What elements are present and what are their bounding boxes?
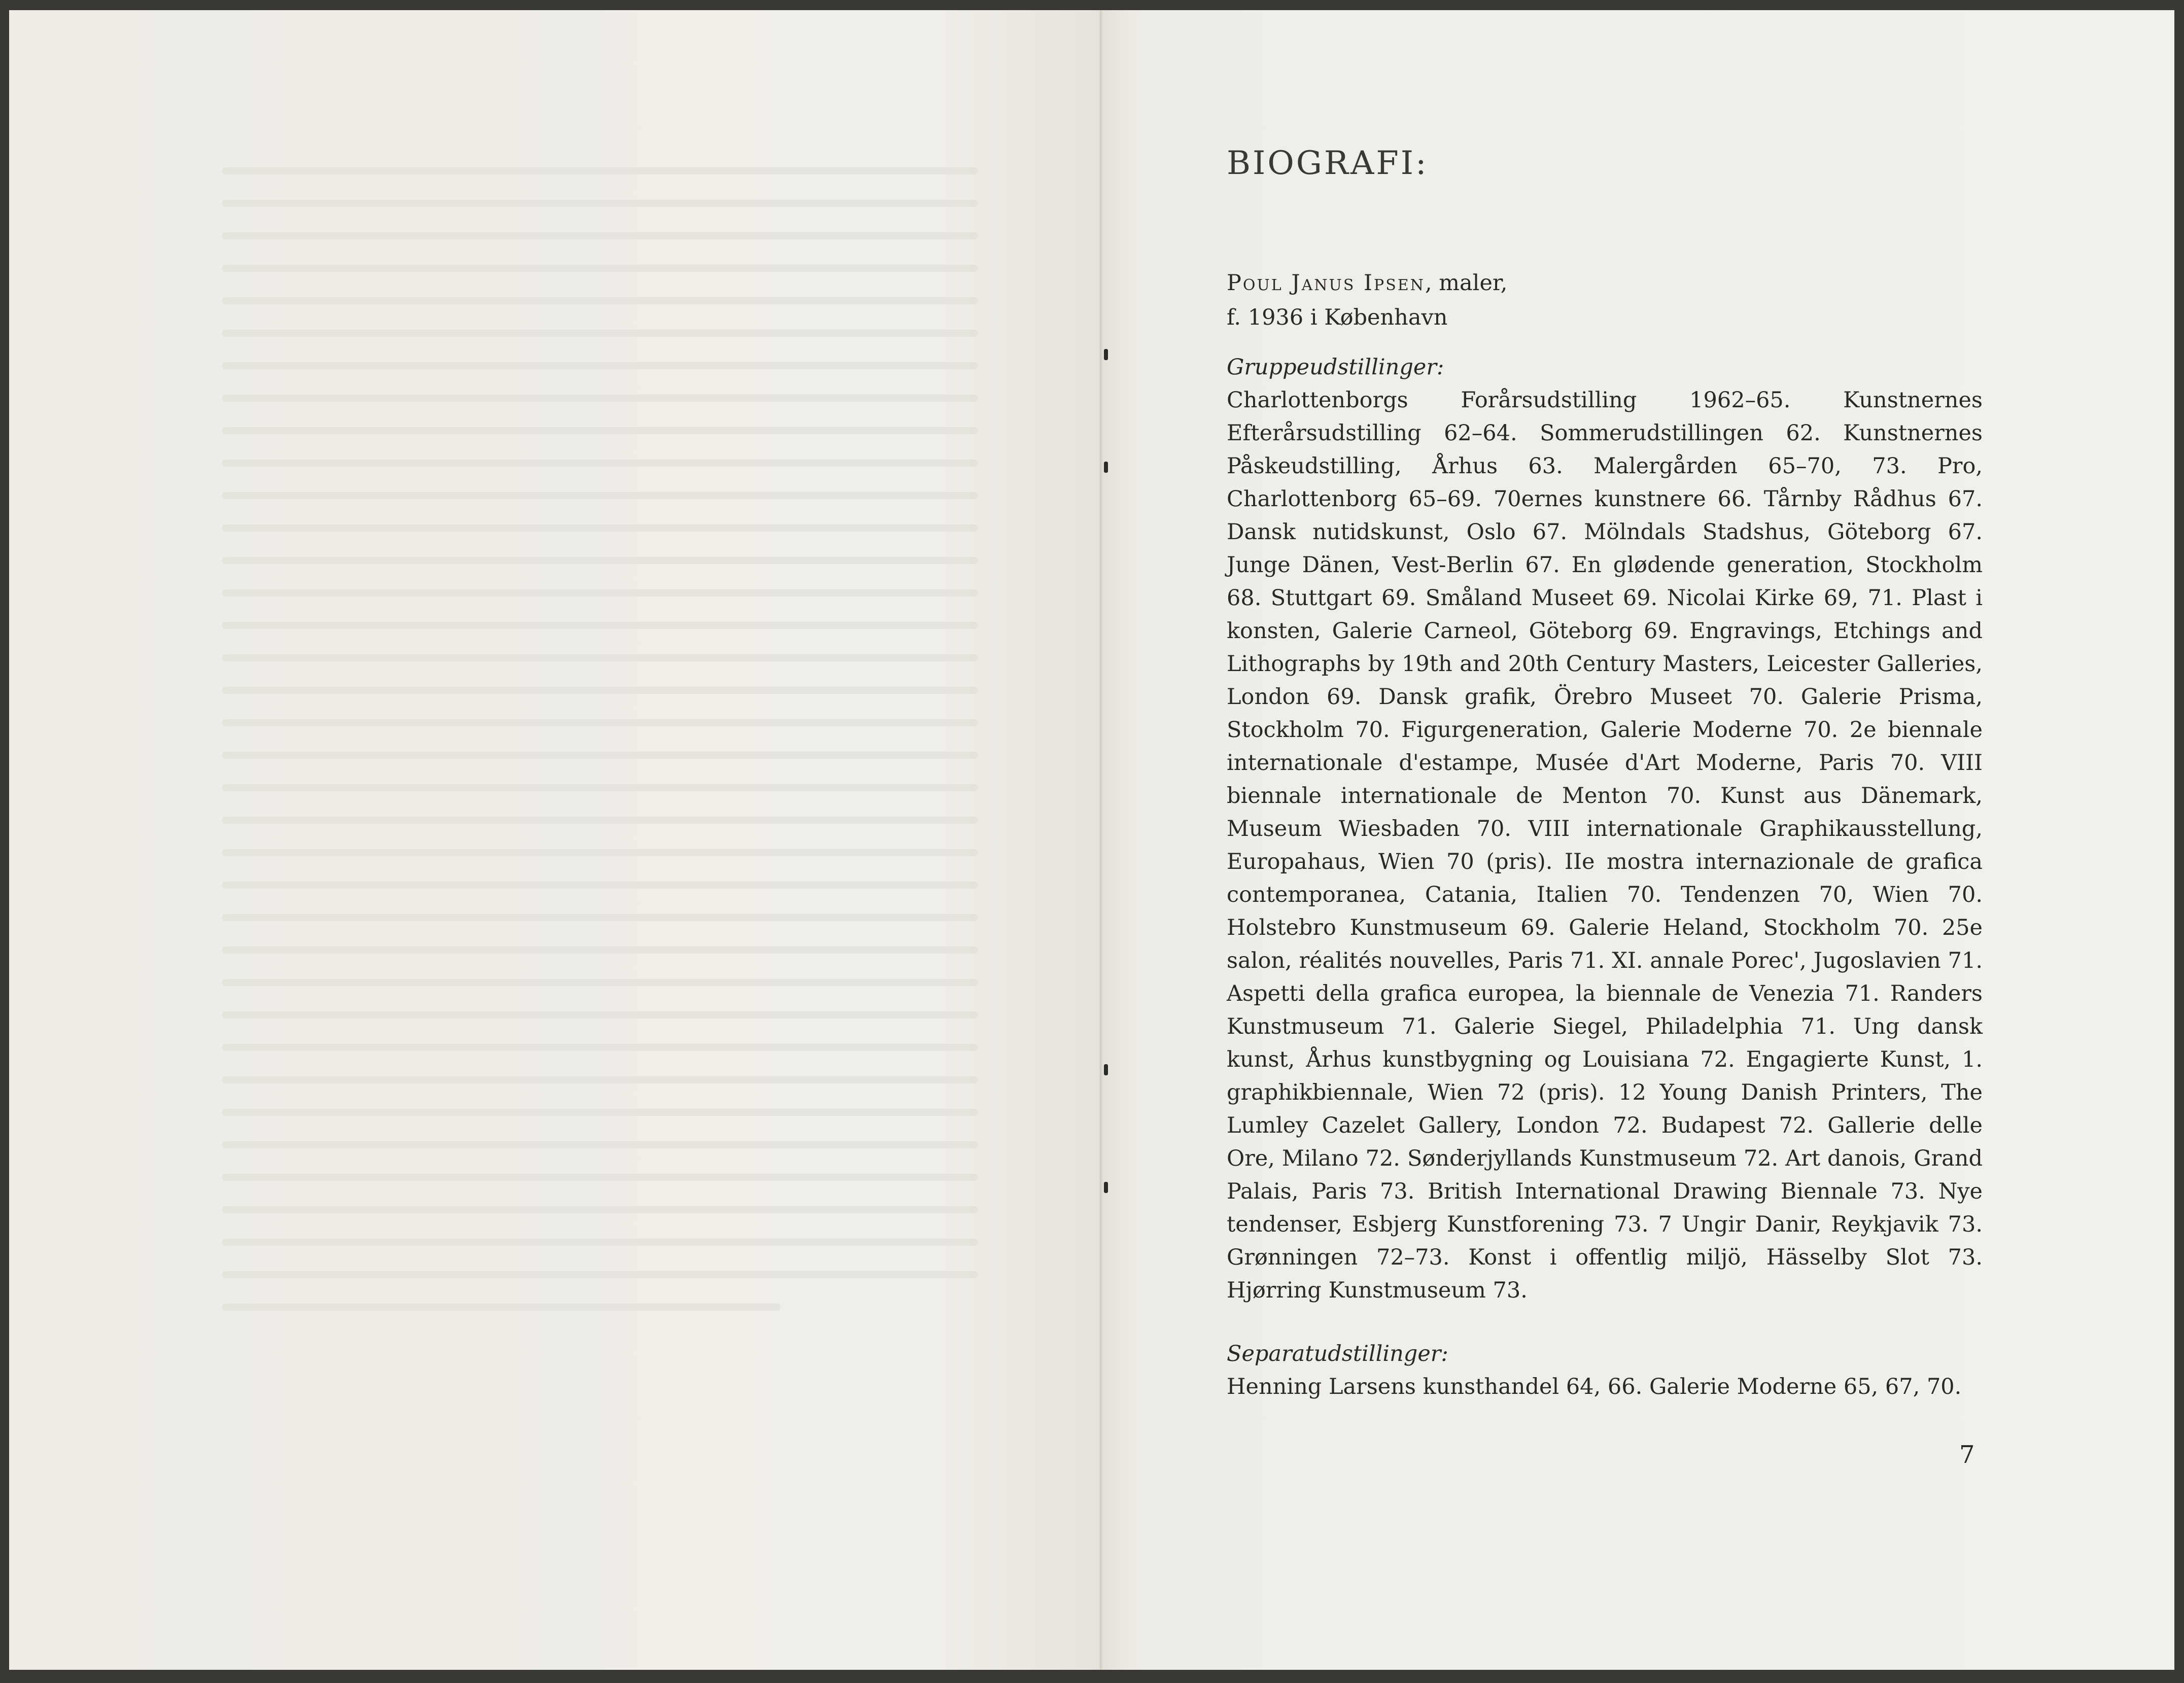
section-heading-group-exhibitions: Gruppeudstillinger: bbox=[1227, 355, 1444, 380]
show-through-line bbox=[222, 167, 978, 174]
show-through-line bbox=[222, 1011, 978, 1019]
solo-exhibitions-text: Henning Larsens kunsthandel 64, 66. Galerie Moderne 65, 67, 70. bbox=[1227, 1374, 1962, 1399]
show-through-line bbox=[222, 1076, 978, 1083]
spacer bbox=[1227, 335, 1983, 351]
artist-line bbox=[1227, 266, 1983, 300]
show-through-line bbox=[222, 784, 978, 791]
show-through-line bbox=[222, 946, 978, 954]
show-through-line bbox=[222, 1174, 978, 1181]
show-through-line bbox=[222, 979, 978, 986]
artist-birth: f. 1936 i København bbox=[1227, 305, 1448, 330]
show-through-line bbox=[222, 914, 978, 921]
staple bbox=[1104, 1064, 1108, 1075]
show-through-line bbox=[222, 1206, 978, 1213]
show-through-line bbox=[222, 622, 978, 629]
spacer bbox=[1227, 1307, 1983, 1338]
show-through-line bbox=[222, 687, 978, 694]
show-through-line bbox=[222, 524, 978, 532]
show-through-line bbox=[222, 460, 978, 467]
biography-content bbox=[1227, 147, 1983, 1404]
show-through-line bbox=[222, 362, 978, 369]
show-through-line bbox=[222, 654, 978, 661]
show-through-line bbox=[222, 882, 978, 889]
show-through-line bbox=[222, 719, 978, 726]
artist-name: Poul Janus Ipsen bbox=[1227, 270, 1425, 296]
group-exhibitions-text: Charlottenborgs Forårsudstilling 1962–65. Kunstnernes Efterårsudstilling 62–64. Sommerudstillingen 62. Kunstnernes Påskeudstilling, Århus 63. Malergården 65–70, 73. Pro, Charlottenborg 65–69. 70ernes kunstnere 66. Tårnby Rådhus 67. Dansk nutidskunst, Oslo 67. Mölndals Stadshus, Göteborg 67. Junge Dänen, Vest-Berlin 67. En glødende generation, Stockholm 68. Stuttgart 69. Småland Museet 69. Nicolai Kirke 69, 71. Plast i konsten, Galerie Carneol, Göteborg 69. Engravings, Etchings and Lithographs by 19th and 20th Century Masters, Leicester Galleries, London 69. Dansk grafik, Örebro Museet 70. Galerie Prisma, Stockholm 70. Figurgeneration, Galerie Moderne 70. 2e biennale internationale d'estampe, Musée d'Art Moderne, Paris 70. VIII biennale internationale de Menton 70. Kunst aus Dänemark, Museum Wiesbaden 70. VIII internationale Graphikausstellung, Europahaus, Wien 70 (pris). IIe mostra internazionale de grafica contemporanea, Catania, Italien 70. Tendenzen 70, Wien 70. Holstebro Kunstmuseum 69. Galerie Heland, Stockholm 70. 25e salon, réalités nouvelles, Paris 71. XI. annale Porec', Jugoslavien 71. Aspetti della grafica europea, la biennale de Venezia 71. Randers Kunstmuseum 71. Galerie Siegel, Philadelphia 71. Ung dansk kunst, Århus kunstbygning og Louisiana 72. Engagierte Kunst, 1. graphikbiennale, Wien 72 (pris). 12 Young Danish Printers, The Lumley Cazelet Gallery, London 72. Budapest 72. Gallerie delle Ore, Milano 72. Sønderjyllands Kunstmuseum 72. Art danois, Grand Palais, Paris 73. British International Drawing Biennale 73. Nye tendenser, Esbjerg Kunstforening 73. 7 Ungir Danir, Reykjavik 73. Grønningen 72–73. Konst i offentlig miljö, Hässelby Slot 73. Hjørring Kunstmuseum 73. bbox=[1227, 388, 1983, 1303]
staple bbox=[1104, 462, 1108, 473]
show-through-line bbox=[222, 330, 978, 337]
show-through-line bbox=[222, 1304, 780, 1311]
show-through-line bbox=[222, 1109, 978, 1116]
staple bbox=[1104, 1182, 1108, 1193]
left-page bbox=[9, 10, 1099, 1670]
show-through-line bbox=[222, 1271, 978, 1278]
binding-gutter bbox=[1100, 10, 1103, 1670]
show-through-line bbox=[222, 1141, 978, 1148]
show-through-line bbox=[222, 297, 978, 304]
show-through-line bbox=[222, 589, 978, 597]
show-through-line bbox=[222, 1239, 978, 1246]
section-heading-solo-exhibitions: Separatudstillinger: bbox=[1227, 1341, 1448, 1366]
show-through-line bbox=[222, 492, 978, 499]
show-through-line bbox=[222, 200, 978, 207]
artist-role: , maler, bbox=[1425, 270, 1508, 296]
show-through-line bbox=[222, 557, 978, 564]
show-through-line bbox=[222, 817, 978, 824]
show-through-line bbox=[222, 395, 978, 402]
show-through-line bbox=[222, 752, 978, 759]
show-through-line bbox=[222, 232, 978, 239]
show-through-line bbox=[222, 265, 978, 272]
show-through-line bbox=[222, 1044, 978, 1051]
show-through-line bbox=[222, 849, 978, 856]
show-through-line bbox=[222, 427, 978, 434]
page-heading: BIOGRAFI: bbox=[1227, 145, 1429, 182]
staple bbox=[1104, 349, 1108, 360]
page-number: 7 bbox=[1959, 1441, 1975, 1469]
